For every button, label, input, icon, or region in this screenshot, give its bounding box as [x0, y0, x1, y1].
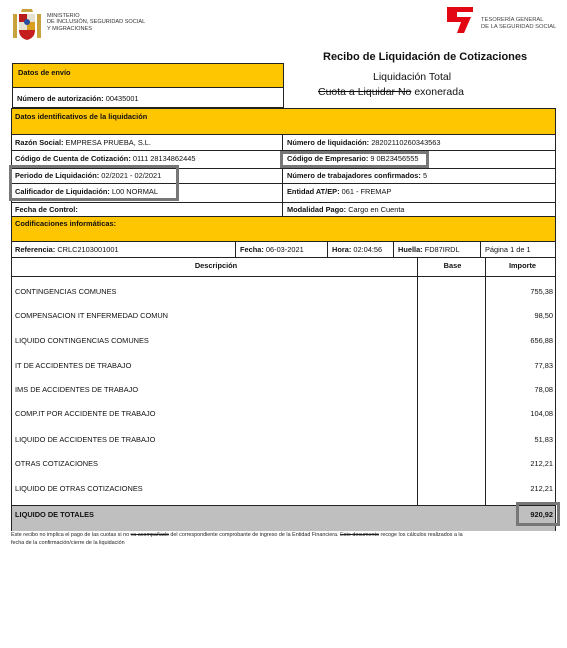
table-row: COMP.IT POR ACCIDENTE DE TRABAJO	[15, 409, 156, 418]
table-row-importe: 77,83	[534, 361, 553, 370]
footer-note	[11, 531, 556, 547]
quota-status-rest: exonerada	[411, 86, 464, 98]
modalidad-pago-row: Modalidad Pago: Cargo en Cuenta	[287, 205, 405, 214]
col-base: Base	[443, 261, 462, 270]
highlight-total-value	[516, 502, 560, 526]
royal-coat-of-arms-logo	[10, 8, 44, 42]
table-row: IT DE ACCIDENTES DE TRABAJO	[15, 361, 132, 370]
table-row-importe: 755,38	[530, 287, 553, 296]
table-row: CONTINGENCIAS COMUNES	[15, 287, 117, 296]
periodo-row: Periodo de Liquidación: 02/2021 - 02/2021	[15, 171, 162, 180]
entidad-row: Entidad AT/EP: 061 - FREMAP	[287, 187, 392, 196]
quota-status-struck: Cuota a Liquidar No	[318, 86, 412, 98]
total-label: LIQUIDO DE TOTALES	[15, 510, 94, 519]
fecha-cell: Fecha: 06-03-2021	[240, 245, 304, 254]
tgss-name: TESORERÍA GENERAL DE LA SEGURIDAD SOCIAL	[481, 17, 557, 30]
razon-social-row: Razón Social: EMPRESA PRUEBA, S.L.	[15, 138, 151, 147]
trabajadores-row: Número de trabajadores confirmados: 5	[287, 171, 428, 180]
table-row-importe: 51,83	[534, 435, 553, 444]
table-row: LIQUIDO CONTINGENCIAS COMUNES	[15, 336, 149, 345]
footer-line-1: Este recibo no implica el pago de las cuotas si no va acompañado del correspondiente comprobante de ingreso de la Entidad Financiera. Este documento recoge los cálculos realizados a la	[11, 532, 463, 538]
table-row: IMS DE ACCIDENTES DE TRABAJO	[15, 385, 139, 394]
total-value: 920,92	[530, 510, 553, 519]
liquidation-type: Liquidación Total	[373, 71, 452, 83]
table-row: COMPENSACION IT ENFERMEDAD COMUN	[15, 311, 169, 320]
calificador-row: Calificador de Liquidación: L00 NORMAL	[15, 187, 158, 196]
numero-liquidacion-row: Número de liquidación: 28202110260343563	[287, 138, 441, 147]
authorization-row	[13, 88, 283, 108]
table-row-importe: 78,08	[534, 385, 553, 394]
footer-line-2: fecha de la confirmación/cierre de la liquidación	[11, 540, 125, 546]
table-row: LIQUIDO DE ACCIDENTES DE TRABAJO	[15, 435, 156, 444]
document-title: Recibo de Liquidación de Cotizaciones	[323, 51, 528, 63]
quota-status	[318, 86, 464, 98]
col-descripcion: Descripción	[194, 261, 238, 270]
table-row: OTRAS COTIZACIONES	[15, 459, 98, 468]
auth-value: 00435001	[105, 94, 139, 103]
referencia-cell: Referencia: CRLC2103001001	[15, 245, 119, 254]
hora-cell: Hora: 02:04:56	[332, 245, 383, 254]
table-row-importe: 104,08	[530, 409, 553, 418]
pagina-cell: Página 1 de 1	[485, 245, 531, 254]
ccc-row: Código de Cuenta de Cotización: 0111 28134862445	[15, 154, 196, 163]
auth-label: Número de autorización:	[17, 94, 104, 103]
codigo-empresario-row: Código de Empresario: 9 0B23456555	[287, 154, 419, 163]
table-row-importe: 212,21	[530, 484, 553, 493]
informaticas-heading: Codificaciones informáticas:	[15, 219, 117, 228]
huella-cell: Huella: FD87IRDL	[398, 245, 460, 254]
identificativos-heading: Datos identificativos de la liquidación	[15, 112, 148, 121]
envio-heading: Datos de envío	[13, 64, 283, 88]
envio-section	[12, 63, 284, 108]
ministry-name: MINISTERIO DE INCLUSIÓN, SEGURIDAD SOCIAL Y MIGRACIONES	[47, 13, 146, 32]
tgss-logo-icon	[444, 5, 476, 35]
highlight-codigo-empresario	[280, 151, 429, 168]
table-row-importe: 212,21	[530, 459, 553, 468]
table-row-importe: 98,50	[534, 311, 553, 320]
highlight-periodo-calificador	[9, 165, 179, 201]
table-row-importe: 656,88	[530, 336, 553, 345]
col-importe: Importe	[508, 261, 537, 270]
table-row: LIQUIDO DE OTRAS COTIZACIONES	[15, 484, 143, 493]
fecha-control-row: Fecha de Control:	[15, 205, 78, 214]
